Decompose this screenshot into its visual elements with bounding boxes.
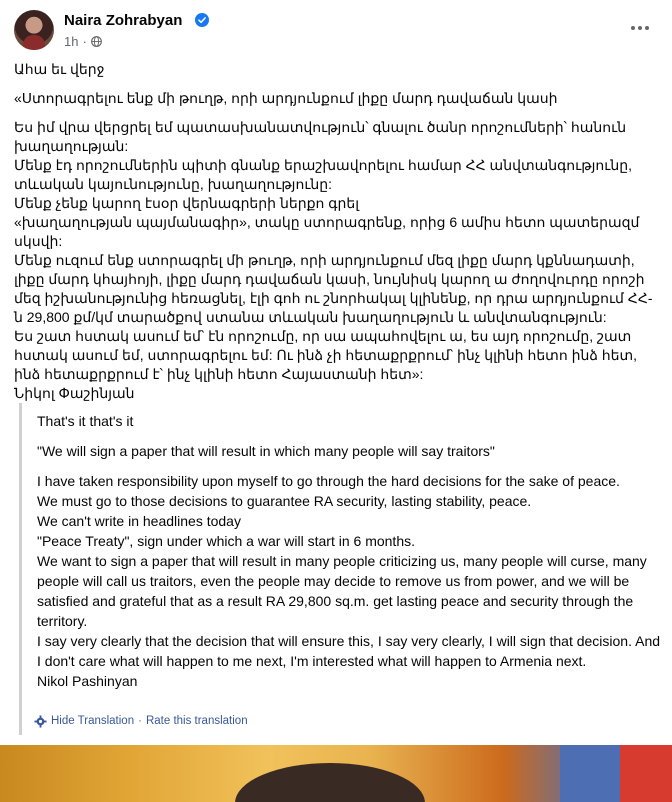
footer-separator: ·: [138, 715, 142, 727]
post-original-text: [14, 60, 660, 403]
photo-flag-stripe: [560, 745, 620, 802]
translation-line: I have taken responsibility upon myself to go through the hard decisions for the sake of peace.: [37, 473, 620, 489]
more-options-icon[interactable]: [628, 18, 652, 38]
original-line-6: «խաղաղության պայմանագիր», տակը ստորագրենք, որից 6 ամիս հետո պատերազմ սկսվի:: [14, 214, 640, 249]
post-header: [14, 10, 658, 54]
original-line-9: Նիկոլ Փաշինյան: [14, 385, 135, 401]
photo-subject: [235, 763, 425, 802]
translation-line: That's it that's it: [37, 413, 134, 429]
translation-line: We can't write in headlines today: [37, 513, 241, 529]
gear-icon[interactable]: [34, 715, 47, 728]
post-time[interactable]: 1h: [64, 33, 79, 49]
translation-footer: [34, 713, 248, 729]
translation-line: I say very clearly that the decision that will ensure this, I say very clearly, I will sign that decision. And I don't care what will happen to me next, I'm interested what will happen to Armenia next.: [37, 633, 661, 669]
author-name[interactable]: Naira Zohrabyan: [64, 12, 183, 29]
avatar[interactable]: [14, 10, 54, 50]
photo-flag-stripe: [620, 745, 672, 802]
translation-line: We want to sign a paper that will result in many people criticizing us, many people will curse, many people will call us traitors, even the people may decide to remove us from power, and we will be satisfied and grateful that as a result RA 29,800 sq.m. get lasting peace and security through the territory.: [37, 553, 647, 629]
translation-line: "We will sign a paper that will result in which many people will say traitors": [37, 443, 495, 459]
translation-line: Nikol Pashinyan: [37, 673, 138, 689]
verified-badge-icon: [195, 13, 209, 27]
globe-icon[interactable]: [91, 36, 102, 47]
meta-separator: ·: [82, 33, 87, 49]
original-line-1: Ահա եւ վերջ: [14, 61, 105, 77]
translation-block: [19, 403, 661, 735]
original-line-8: Ես շատ հստակ ասում եմ՝ էն որոշումը, որ սա ապահովելու ա, ես այդ որոշումը, շատ հստակ ասում եմ, ստորագրելու եմ: Ու ինձ չի հետաքրքրում՝ ինչ կլինի հետո ինձ հետ, ինձ հետաքրքրում է՝ ինչ կլինի հետո Հայաստանի հետ»:: [14, 328, 637, 382]
original-line-5: Մենք չենք կարող էսօր վերնագրերի ներքո գրել: [14, 195, 359, 211]
hide-translation-link[interactable]: Hide Translation: [51, 715, 135, 727]
original-line-2: «Ստորագրելու ենք մի թուղթ, որի արդյունքում լիքը մարդ դավաճան կասի: [14, 90, 558, 106]
translation-line: "Peace Treaty", sign under which a war will start in 6 months.: [37, 533, 415, 549]
translation-line: We must go to those decisions to guarantee RA security, lasting stability, peace.: [37, 493, 532, 509]
post-meta: [64, 34, 102, 48]
post-photo[interactable]: [0, 745, 672, 802]
original-line-4: Մենք էդ որոշումներին պիտի գնանք երաշխավորելու համար ՀՀ անվտանգությունը, տևական կայունությունը, խաղաղությունը:: [14, 157, 632, 192]
original-line-7: Մենք ուզում ենք ստորագրել մի թուղթ, որի արդյունքում մեզ լիքը մարդ կքննադատի, լիքը մարդ կհայհոյի, լիքը մարդ դավաճան կասի, նույնիսկ կարող ա ժողովուրդը որոշի մեզ իշխանությունից հեռացնել, էլի գոհ ու շնորհակալ կլինենք, որ դրա արդյունքում ՀՀ-ն 29,800 քմ/կմ տարածքով ստանա տևական խաղաղություն և անվտանգություն:: [14, 252, 653, 325]
original-line-3: Ես իմ վրա վերցրել եմ պատասխանատվություն՝ գնալու ծանր որոշումների՝ հանուն խաղաղության:: [14, 119, 627, 154]
rate-translation-link[interactable]: Rate this translation: [145, 715, 248, 727]
